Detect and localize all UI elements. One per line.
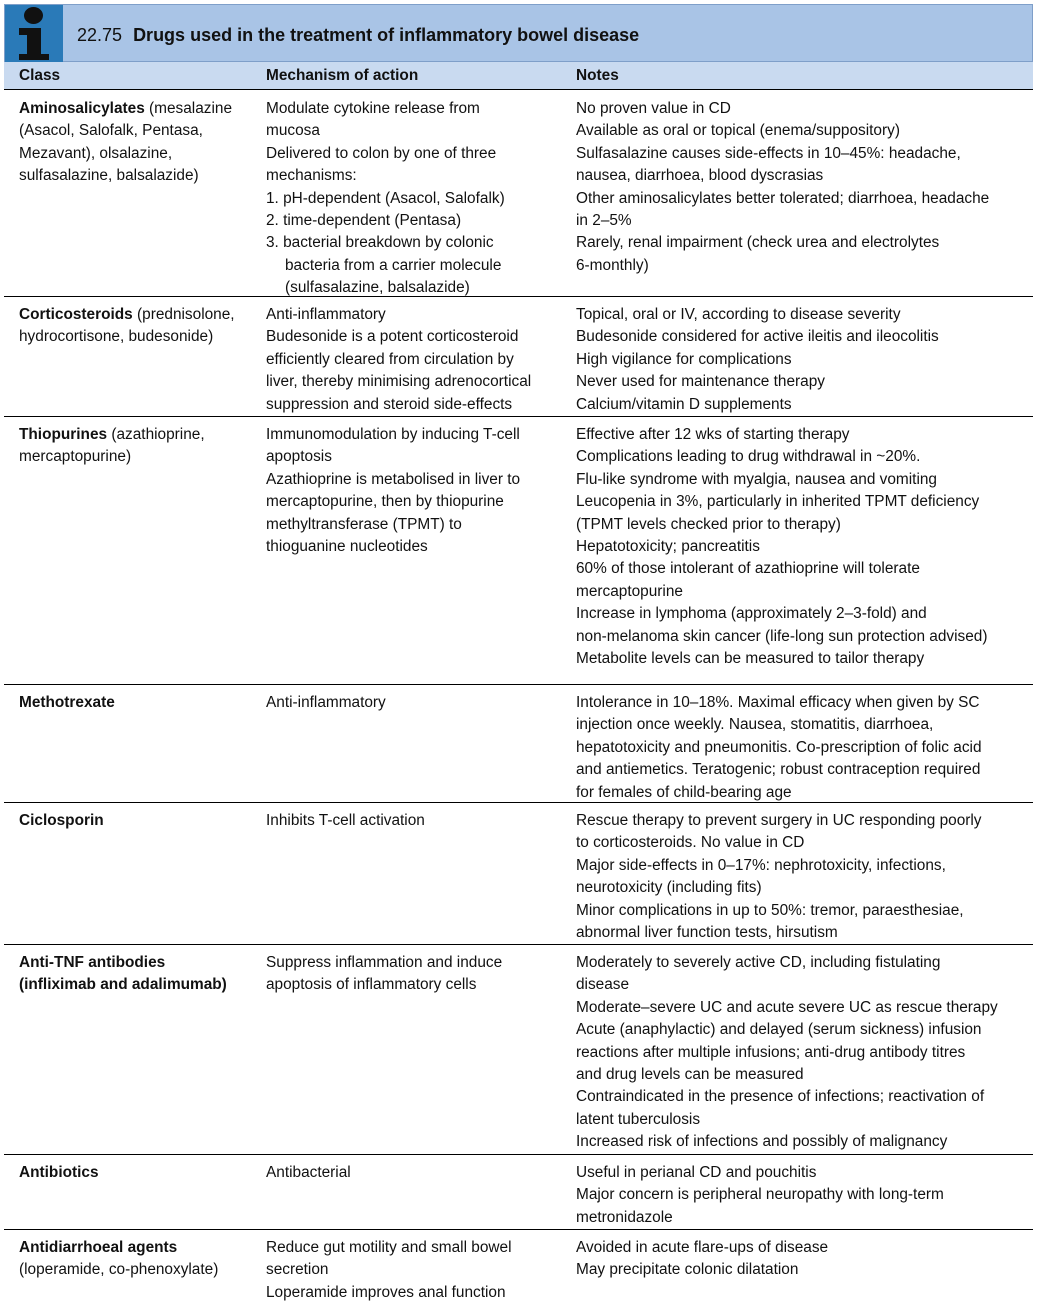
class-line: Antidiarrhoeal agents: [19, 1239, 178, 1256]
notes-line: to corticosteroids. No value in CD: [576, 834, 805, 852]
mechanism-line: Delivered to colon by one of three: [266, 144, 497, 162]
notes-cell: [576, 424, 1028, 670]
notes-cell: [576, 98, 1028, 277]
class-cell: [19, 952, 254, 997]
mechanism-line: 3. bacterial breakdown by colonic: [266, 234, 494, 252]
notes-line: for females of child-bearing age: [576, 783, 792, 801]
notes-line: reactions after multiple infusions; anti-drug antibody titres: [576, 1043, 966, 1061]
notes-line: Minor complications in up to 50%: tremor, paraesthesiae,: [576, 901, 964, 919]
notes-line: Rescue therapy to prevent surgery in UC responding poorly: [576, 812, 982, 829]
class-cell: [19, 1162, 254, 1184]
notes-line: abnormal liver function tests, hirsutism: [576, 924, 838, 942]
table-row: [4, 684, 1033, 803]
notes-line: Other aminosalicylates better tolerated; diarrhoea, headache: [576, 189, 990, 207]
class-cell: [19, 304, 254, 349]
notes-line: Avoided in acute flare-ups of disease: [576, 1239, 829, 1256]
header-class: Class: [19, 67, 61, 84]
class-line: (infliximab and adalimumab): [19, 976, 227, 994]
notes-line: Increase in lymphoma (approximately 2–3-fold) and: [576, 605, 927, 623]
notes-line: nausea, diarrhoea, blood dyscrasias: [576, 167, 824, 185]
notes-line: Moderately to severely active CD, including fistulating: [576, 954, 941, 971]
mechanism-line: (sulfasalazine, balsalazide): [285, 279, 470, 297]
table-row: [4, 1229, 1033, 1301]
class-line: Ciclosporin: [19, 812, 104, 829]
notes-line: Topical, oral or IV, according to disease severity: [576, 306, 901, 323]
notes-line: Increased risk of infections and possibly of malignancy: [576, 1133, 948, 1151]
mechanism-cell: [266, 98, 561, 300]
mechanism-line: 1. pH-dependent (Asacol, Salofalk): [266, 189, 505, 207]
mechanism-line: suppression and steroid side-effects: [266, 395, 513, 413]
mechanism-line: Azathioprine is metabolised in liver to: [266, 470, 521, 488]
class-line: sulfasalazine, balsalazide): [19, 167, 199, 185]
title-bar: [4, 4, 1033, 62]
class-line: Mezavant), olsalazine,: [19, 144, 173, 162]
notes-line: metronidazole: [576, 1208, 673, 1226]
mechanism-line: Immunomodulation by inducing T-cell: [266, 426, 520, 443]
class-cell: [19, 424, 254, 469]
notes-line: Calcium/vitamin D supplements: [576, 395, 792, 413]
mechanism-line: apoptosis: [266, 448, 332, 466]
notes-cell: [576, 304, 1028, 416]
mechanism-line: mucosa: [266, 122, 320, 140]
notes-line: (TPMT levels checked prior to therapy): [576, 515, 841, 533]
table-row: [4, 416, 1033, 685]
notes-line: Effective after 12 wks of starting therapy: [576, 426, 850, 443]
notes-line: No proven value in CD: [576, 100, 731, 117]
header-notes: Notes: [576, 67, 619, 84]
notes-line: hepatotoxicity and pneumonitis. Co-prescription of folic acid: [576, 738, 982, 756]
notes-line: mercaptopurine: [576, 582, 683, 600]
notes-cell: [576, 952, 1028, 1154]
header-mechanism: Mechanism of action: [266, 67, 419, 84]
class-cell: [19, 810, 254, 832]
notes-line: Available as oral or topical (enema/suppository): [576, 122, 900, 140]
table-title: [77, 25, 639, 46]
notes-cell: [576, 692, 1028, 804]
mechanism-line: Inhibits T-cell activation: [266, 812, 425, 829]
mechanism-cell: [266, 1162, 561, 1184]
class-line: Antibiotics: [19, 1164, 99, 1181]
notes-line: Flu-like syndrome with myalgia, nausea and vomiting: [576, 470, 937, 488]
notes-line: High vigilance for complications: [576, 350, 792, 368]
mechanism-line: methyltransferase (TPMT) to: [266, 515, 462, 533]
notes-line: Major concern is peripheral neuropathy with long-term: [576, 1186, 944, 1204]
notes-line: Metabolite levels can be measured to tailor therapy: [576, 650, 925, 668]
mechanism-line: Antibacterial: [266, 1164, 351, 1181]
class-line: (Asacol, Salofalk, Pentasa,: [19, 122, 203, 140]
mechanism-cell: [266, 424, 561, 558]
notes-line: May precipitate colonic dilatation: [576, 1261, 799, 1279]
notes-line: Hepatotoxicity; pancreatitis: [576, 538, 760, 556]
table-header: [4, 62, 1033, 90]
notes-line: 60% of those intolerant of azathioprine will tolerate: [576, 560, 920, 578]
notes-line: Never used for maintenance therapy: [576, 373, 825, 391]
notes-line: neurotoxicity (including fits): [576, 879, 762, 897]
mechanism-cell: [266, 810, 561, 832]
notes-line: and antiemetics. Teratogenic; robust contraception required: [576, 761, 981, 779]
class-line: Aminosalicylates (mesalazine: [19, 100, 232, 117]
notes-line: in 2–5%: [576, 212, 632, 230]
class-line: Thiopurines (azathioprine,: [19, 426, 205, 443]
mechanism-line: secretion: [266, 1261, 329, 1279]
notes-line: 6-monthly): [576, 256, 649, 274]
notes-line: latent tuberculosis: [576, 1110, 701, 1128]
table-row: [4, 90, 1033, 297]
mechanism-line: Modulate cytokine release from: [266, 100, 480, 117]
mechanism-line: mechanisms:: [266, 167, 357, 185]
notes-cell: [576, 810, 1028, 944]
mechanism-line: apoptosis of inflammatory cells: [266, 976, 477, 994]
notes-line: Rarely, renal impairment (check urea and electrolytes: [576, 234, 940, 252]
notes-cell: [576, 1237, 1028, 1282]
table-row: [4, 944, 1033, 1155]
notes-line: Intolerance in 10–18%. Maximal efficacy when given by SC: [576, 694, 980, 711]
class-line: Corticosteroids (prednisolone,: [19, 306, 235, 323]
class-line: (loperamide, co-phenoxylate): [19, 1261, 219, 1279]
class-line: mercaptopurine): [19, 448, 132, 466]
mechanism-line: liver, thereby minimising adrenocortical: [266, 373, 532, 391]
mechanism-cell: [266, 1237, 561, 1304]
class-line: Methotrexate: [19, 694, 115, 711]
mechanism-line: Loperamide improves anal function: [266, 1283, 506, 1301]
mechanism-line: bacteria from a carrier molecule: [285, 256, 502, 274]
notes-line: Acute (anaphylactic) and delayed (serum sickness) infusion: [576, 1021, 982, 1039]
notes-line: Budesonide considered for active ileitis and ileocolitis: [576, 328, 939, 346]
mechanism-line: 2. time-dependent (Pentasa): [266, 212, 462, 230]
mechanism-line: Budesonide is a potent corticosteroid: [266, 328, 519, 346]
notes-line: disease: [576, 976, 630, 994]
mechanism-cell: [266, 952, 561, 997]
notes-line: and drug levels can be measured: [576, 1066, 804, 1084]
notes-line: Contraindicated in the presence of infections; reactivation of: [576, 1088, 985, 1106]
class-cell: [19, 692, 254, 714]
notes-line: non-melanoma skin cancer (life-long sun protection advised): [576, 627, 988, 645]
class-line: hydrocortisone, budesonide): [19, 328, 214, 346]
notes-line: Complications leading to drug withdrawal in ~20%.: [576, 448, 921, 466]
mechanism-cell: [266, 692, 561, 714]
mechanism-line: efficiently cleared from circulation by: [266, 350, 514, 368]
notes-line: Major side-effects in 0–17%: nephrotoxicity, infections,: [576, 856, 946, 874]
table-number: 22.75: [77, 25, 123, 45]
notes-line: Moderate–severe UC and acute severe UC as rescue therapy: [576, 998, 998, 1016]
notes-cell: [576, 1162, 1028, 1229]
mechanism-line: Reduce gut motility and small bowel: [266, 1239, 512, 1256]
class-cell: [19, 1237, 254, 1282]
table-row: [4, 1154, 1033, 1230]
table-title-text: Drugs used in the treatment of inflammatory bowel disease: [133, 25, 640, 45]
notes-line: Sulfasalazine causes side-effects in 10–45%: headache,: [576, 144, 961, 162]
info-icon: [5, 5, 63, 63]
class-line: Anti-TNF antibodies: [19, 954, 166, 971]
mechanism-line: Anti-inflammatory: [266, 306, 386, 323]
notes-line: injection once weekly. Nausea, stomatitis, diarrhoea,: [576, 716, 934, 734]
class-cell: [19, 98, 254, 188]
notes-line: Useful in perianal CD and pouchitis: [576, 1164, 817, 1181]
mechanism-line: Anti-inflammatory: [266, 694, 386, 711]
mechanism-line: Suppress inflammation and induce: [266, 954, 503, 971]
notes-line: Leucopenia in 3%, particularly in inherited TPMT deficiency: [576, 493, 980, 511]
info-box: [4, 4, 1033, 1301]
mechanism-cell: [266, 304, 561, 416]
mechanism-line: mercaptopurine, then by thiopurine: [266, 493, 504, 511]
table-row: [4, 296, 1033, 417]
mechanism-line: thioguanine nucleotides: [266, 538, 428, 556]
table-row: [4, 802, 1033, 945]
